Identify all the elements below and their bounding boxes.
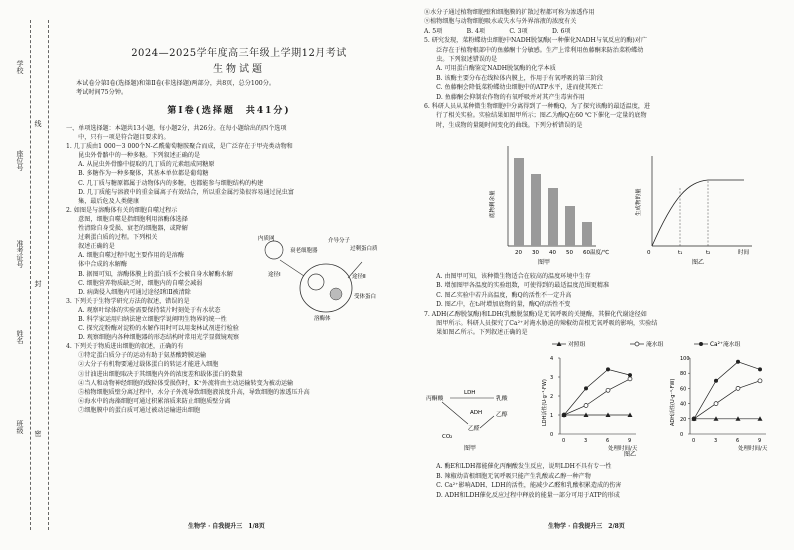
bar — [565, 206, 575, 246]
question-line: 3. 下列关于生物学研究方法的叙述，错误的是 — [66, 297, 190, 305]
question-line: ④当人和动物神经细胞的线粒体受损伤时，K⁺外流将由主动运输转变为被动运输 — [66, 379, 294, 387]
section-heading: 第Ⅰ卷(选择题 共41分) — [167, 106, 291, 116]
data-point — [635, 342, 639, 346]
question-line: ⑨植物细胞与动物细胞吸水或失水与外界溶液的浓度有关 — [424, 18, 577, 26]
pathway-node: 乳酸 — [496, 396, 508, 402]
question-line: A. 可用蛋白酶鉴定NADH脱氢酶的化学本质 — [424, 65, 556, 73]
fig-label-path2: 途径Ⅱ — [352, 274, 366, 280]
question-line: A. 酶E和LDH都能催化丙酮酸发生反应，说明LDH不具有专一性 — [424, 463, 612, 470]
fig-label-protein: 过剩蛋白质 — [350, 246, 378, 252]
question-line: A. 5项 B. 4项 C. 3项 D. 6项 — [424, 27, 571, 35]
question-line: ⑧水分子通过植物细胞壁和细胞膜的扩散过程都可称为渗透作用 — [424, 9, 595, 16]
seal-mark: 封 — [34, 280, 42, 287]
product-curve — [652, 180, 744, 246]
question-line: D. 几丁质能与溶液中的重金属离子有效结合，所以重金属污染很容易通过昆虫富 — [66, 188, 294, 196]
footer-right: 生物学 · 自我提升三 2/8页 — [548, 523, 625, 530]
secret-mark: 密 — [34, 430, 42, 437]
question-line: 2. 如图是与溶酶体有关的细胞自噬过程示 — [66, 206, 178, 214]
question-line: 果如图乙所示。下列叙述正确的是 — [424, 329, 528, 337]
question-line: A. 由图甲可知，该种微生物适合在较高的温度环境中生存 — [424, 273, 591, 280]
question-line: C. 细胞营养物质缺乏时，细胞内的自噬会减弱 — [66, 279, 203, 287]
question-line: 泛存在于植物根部中的鱼藤酮十分敏感。生产上常利用鱼藤酮来防治菜粉蝶幼 — [424, 46, 644, 54]
series-line — [564, 369, 630, 415]
question-line: D. 观察细胞内各种细胞器的形态结构时常用光学显微镜观察 — [66, 334, 240, 342]
data-point — [692, 417, 696, 421]
question-line: C. 图乙实验中若升高温度，酶Q的活性不一定升高 — [424, 291, 572, 299]
legend-label: 对照组 — [568, 342, 586, 348]
y-tick-label: 40 — [680, 401, 687, 408]
data-point — [736, 386, 740, 390]
question-line: B. 科学家运用归纳法建立细胞学说阐明生物界的统一性 — [66, 315, 227, 323]
y-tick-label: 2 — [550, 394, 554, 400]
right-questions-top — [424, 8, 788, 130]
figure-caption: 图乙 — [692, 259, 705, 266]
figure-caption: 图甲 — [538, 259, 551, 266]
seal-line — [30, 20, 31, 530]
fig-label-organelle: 衰老细胞器 — [290, 248, 318, 254]
x-axis-label: 温度/℃ — [590, 250, 610, 256]
question-line: 集，最后危及人类健康 — [66, 197, 140, 205]
y-tick-label: 0 — [680, 432, 684, 438]
fig-label-mediator: 介导分子 — [328, 238, 351, 244]
question-line: 图甲所示。科研人员探究了Ca²⁺对淹水胁迫的辣椒幼苗根无氧呼吸的影响，实验结 — [424, 320, 658, 328]
exam-title: 2024—2025学年度高三年级上学期12月考试 — [131, 48, 347, 59]
y-tick-label: 80 — [680, 371, 687, 378]
x-tick-label: 6 — [736, 438, 740, 444]
question-line: B. 据图可知，溶酶体膜上的蛋白质不会被自身水解酶水解 — [66, 270, 233, 278]
data-point — [714, 379, 718, 383]
question-line: 体中合成的水解酶 — [66, 261, 127, 269]
x-tick-label: 0 — [647, 250, 651, 256]
question-line: A. 观察叶绿体的实验需要保持装片时刻处于有水状态 — [66, 306, 221, 314]
question-line: D. 病菌侵入细胞内可通过途径Ⅰ和Ⅱ被清除 — [66, 288, 191, 296]
data-point — [628, 377, 632, 381]
name-label: 姓名 — [16, 330, 24, 344]
figure-caption: 图乙 — [624, 451, 637, 458]
x-tick-label: 60 — [583, 250, 590, 256]
fig-label-er: 内质网 — [258, 236, 275, 242]
x-tick-label: 6 — [606, 438, 610, 444]
question-line: C. Ca²⁺影响ADH、LDH的活性，能减少乙醛和乳酸积累造成的伤害 — [424, 482, 622, 490]
x-tick-label: t₂ — [706, 250, 711, 256]
bar — [514, 158, 524, 246]
question-line: ①特定蛋白质分子的运动有助于氨基酸跨膜运输 — [66, 352, 207, 360]
bar — [548, 188, 558, 246]
question-line: D. ADH和LDH催化反应过程中释放的能量一部分可用于ATP的形成 — [424, 491, 620, 499]
pathway-node: 乙醇 — [496, 412, 508, 418]
lysosome-shape — [300, 264, 352, 312]
x-axis-label: 处理时间/天 — [738, 446, 768, 452]
question-line: ⑥海水中的海藻细胞可通过积累溶质来防止细胞质壁分离 — [66, 397, 231, 405]
seat-label: 座位号 — [16, 150, 24, 171]
intro-line: 本试卷分第Ⅰ卷(选择题)和第Ⅱ卷(非选择题)两部分，共8页，总分100分。 — [76, 80, 276, 87]
bar — [582, 222, 592, 246]
question-line: A. 从昆虫外骨骼中提取的几丁质的元素组成同糖原 — [66, 161, 215, 169]
question-line: 虫。下列叙述错误的是 — [424, 56, 498, 64]
question-line: B. 该酶主要分布在线粒体内膜上，作用于有氧呼吸的第三阶段 — [424, 74, 603, 82]
pathway-node: 乙醛 — [468, 426, 480, 432]
x-tick-label: 时间 — [738, 250, 750, 256]
line-mark: 线 — [34, 120, 42, 127]
x-axis-label: 处理时间/天 — [608, 446, 638, 452]
legend-label: Ca²⁺淹水组 — [710, 342, 741, 348]
question-line: 叙述正确的是 — [66, 243, 115, 251]
y-tick-label: 20 — [680, 416, 687, 423]
question-line: D. 鱼藤酮会抑制农作物的有氧呼吸并对其产生毒害作用 — [424, 93, 585, 101]
question-line: ②大分子有机物要通过载体蛋白的转运才能进入细胞 — [66, 361, 219, 369]
question-line: 5. 研究发现，菜粉蝶幼虫细胞中NADH脱氢酶(一种催化NADH与氧反应的酶)对广 — [424, 37, 647, 45]
right-questions-bottom — [424, 462, 788, 500]
y-tick-label: 4 — [550, 356, 554, 362]
question-line: D. 图乙中，在t₂时增加底物的量，酶Q的活性不变 — [424, 301, 571, 309]
y-tick-label: 100 — [680, 356, 690, 362]
question-line: C. 几丁质与糖原都属于动物体内的多糖，也都能参与细胞结构的构建 — [66, 179, 264, 187]
pathway-1-arrow — [280, 260, 304, 276]
autophagy-diagram — [244, 232, 384, 324]
organelle-shape — [330, 288, 342, 300]
x-tick-label: 0 — [692, 438, 696, 444]
series-line — [694, 362, 760, 419]
question-line: 意图，细胞自噬是指细胞利用溶酶体选择 — [66, 215, 188, 223]
class-label: 班级 — [16, 420, 24, 434]
data-point — [606, 388, 610, 392]
series-line — [694, 381, 760, 419]
pathway-node: CO₂ — [442, 434, 453, 440]
data-point — [584, 386, 588, 390]
fig-label-receptor: 受体蛋白 — [354, 294, 377, 300]
footer-left: 生物学 · 自我提升三 1/8页 — [188, 523, 265, 530]
question-line: B. 增加图甲各温度的实验组数，可使得到的最适温度范围更精准 — [424, 282, 610, 290]
question-line: A. 细胞自噬过程中起主要作用的是溶酶 — [66, 252, 184, 260]
y-axis-label: 生成物的量 — [636, 188, 642, 216]
exam-intro — [76, 79, 382, 97]
data-point — [562, 413, 566, 417]
data-point — [714, 402, 718, 406]
legend-label: 淹水组 — [646, 342, 664, 348]
school-label: 学校 — [16, 60, 24, 74]
y-axis-label: LDH活性(U·g⁻¹·FW) — [542, 379, 548, 426]
figure-caption: 图甲 — [464, 445, 477, 452]
x-tick-label: 9 — [758, 438, 762, 444]
pathway-enzyme: ADH — [470, 410, 483, 416]
x-tick-label: 3 — [584, 438, 588, 444]
y-tick-label: 60 — [680, 386, 687, 393]
data-point — [699, 342, 703, 346]
data-point — [736, 360, 740, 364]
data-point — [758, 379, 762, 383]
data-point — [606, 367, 610, 371]
question-line: C. 鱼藤酮会降低菜粉蝶幼虫细胞中的ATP水平，进而使其死亡 — [424, 84, 603, 92]
exam-no-label: 准考证号 — [16, 240, 24, 268]
question-line: B. 辣椒幼苗根细胞无氧呼吸只能产生乳酸或乙醇一种产物 — [424, 472, 591, 480]
data-point — [628, 373, 632, 377]
question-line: 昆虫外骨骼中的一种多糖。下列叙述正确的是 — [66, 152, 201, 160]
question-line: 过剩蛋白质的过程。下列相关 — [66, 234, 158, 242]
x-tick-label: 40 — [549, 250, 556, 256]
question-line: 中，只有一项是符合题目要求的。 — [66, 134, 170, 142]
y-tick-label: 3 — [550, 375, 554, 381]
data-point — [584, 404, 588, 408]
subject-title: 生物试题 — [213, 64, 265, 75]
pathway-enzyme: LDH — [464, 390, 476, 396]
question-line: ⑦细胞膜中的蛋白质可通过被动运输进出细胞 — [66, 406, 201, 414]
x-tick-label: 0 — [562, 438, 566, 444]
question-line: 一、单项选择题：本题共13小题，每小题2分，共26分。在每小题给出的四个选项 — [66, 125, 287, 132]
autophagosome-shape — [308, 274, 324, 290]
er-shape — [265, 241, 283, 259]
x-tick-label: 50 — [566, 250, 573, 256]
x-tick-label: 9 — [628, 438, 632, 444]
x-tick-label: 20 — [515, 250, 522, 256]
question-line: 4. 下列关于物质进出细胞的叙述，正确的有 — [66, 343, 184, 351]
data-point — [758, 367, 762, 371]
bar — [531, 174, 541, 246]
question-line: ③甘油进出细胞取决于其细胞内外的浓度差和载体蛋白的数量 — [66, 370, 243, 378]
seal-line-inner — [48, 20, 49, 530]
y-axis-label: ADH活性(U·g⁻¹·FW) — [670, 378, 676, 426]
y-axis-label: 底物剩余量 — [490, 190, 496, 218]
x-tick-label: 3 — [714, 438, 718, 444]
question-line: 7. ADH(乙醇脱氢酶)和LDH(乳酸脱氢酶)是无氧呼吸的关键酶，其催化代谢途径如 — [424, 310, 647, 318]
y-tick-label: 0 — [550, 432, 554, 438]
question-line: 1. 几丁质由1 000～3 000个N-乙酰葡萄糖胺聚合而成，是广泛存在于甲壳类动物和 — [66, 143, 293, 151]
fig-label-path1: 途径Ⅰ — [268, 272, 281, 278]
x-tick-label: t₁ — [678, 250, 683, 256]
question-line: 性清除自身受损、衰老的细胞器，或降解 — [66, 225, 188, 233]
pathway-node: 丙酮酸 — [426, 396, 444, 402]
pathway-arrow — [442, 402, 468, 424]
series-line — [564, 379, 630, 415]
x-tick-label: 30 — [532, 250, 539, 256]
question-line: 行了相关实验。实验结果如图甲所示；图乙为酶Q在60 ℃下催化一定量的底物 — [424, 112, 647, 120]
question-line: 时，生成物的量随时间变化的曲线。下列分析错误的是 — [424, 121, 583, 129]
binding-margin — [0, 0, 58, 550]
enzyme-q-figures — [484, 128, 774, 268]
y-tick-label: 1 — [550, 413, 554, 419]
question-line: ⑤植物细胞质壁分离过程中，水分子外流导致细胞液浓度升高，导致细胞的渗透压升高 — [66, 388, 310, 396]
adh-ldh-figures — [424, 338, 788, 460]
fig-label-lysosome: 溶酶体 — [314, 316, 331, 322]
question-line: C. 探究淀粉酶对淀粉的水解作用时可以用斐林试剂进行检验 — [66, 325, 239, 333]
intro-line: 考试时间75分钟。 — [76, 89, 128, 96]
right-questions-mid — [424, 272, 788, 338]
question-line: 6. 科研人员从某种微生物细胞中分离得到了一种酶Q，为了探究该酶的最适温度，进 — [424, 103, 651, 111]
question-line: B. 多糖作为一种多聚体，其基本单位都是葡萄糖 — [66, 170, 209, 178]
pathway-arrow — [480, 416, 494, 428]
